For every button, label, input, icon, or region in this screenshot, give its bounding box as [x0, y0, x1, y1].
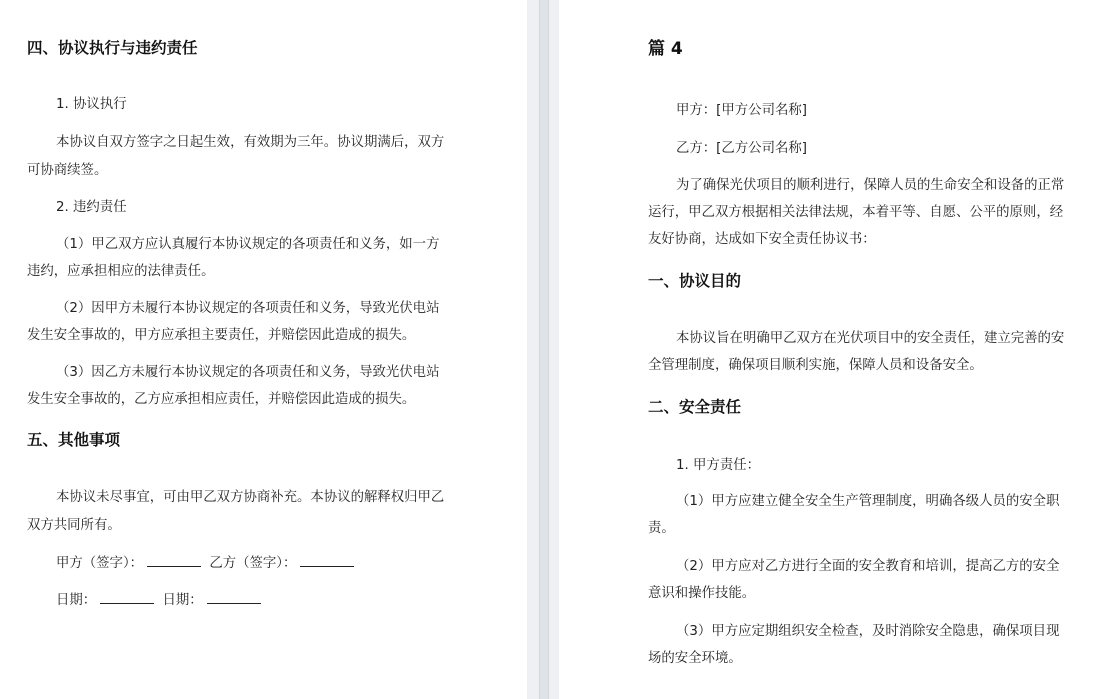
paragraph-line: 本协议未尽事宜，可由甲乙双方协商补充。本协议的解释权归甲乙	[56, 490, 445, 505]
party-a-signature-blank[interactable]	[147, 551, 201, 567]
paragraph-line: 意识和操作技能。	[648, 586, 756, 601]
paragraph-line: （3）因乙方未履行本协议规定的各项责任和义务，导致光伏电站	[56, 365, 440, 380]
document-page-left	[0, 0, 527, 699]
paragraph-line: 双方共同所有。	[27, 518, 121, 533]
party-a-signature-label: 甲方（签字）：	[56, 556, 144, 571]
paragraph-line: 全管理制度，确保项目顺利实施，保障人员和设备安全。	[648, 358, 983, 373]
page-divider	[527, 0, 559, 699]
item-title-party-a-responsibility: 1. 甲方责任：	[676, 458, 760, 473]
paragraph-line: 责。	[648, 521, 675, 536]
document-page-right	[559, 0, 1099, 699]
paragraph-line: 本协议自双方签字之日起生效，有效期为三年。协议期满后，双方	[56, 135, 445, 150]
paragraph-line: 违约，应承担相应的法律责任。	[27, 264, 215, 279]
part-title: 篇 4	[648, 39, 683, 59]
section-heading-2: 二、安全责任	[648, 398, 742, 416]
section-heading-1: 一、协议目的	[648, 272, 742, 290]
paragraph-line: （1）甲乙双方应认真履行本协议规定的各项责任和义务，如一方	[56, 237, 440, 252]
date-a-label: 日期：	[56, 593, 97, 608]
section-heading-5: 五、其他事项	[27, 431, 121, 449]
paragraph-line: 运行，甲乙双方根据相关法律法规，本着平等、自愿、公平的原则，经	[648, 205, 1064, 220]
section-heading-4: 四、协议执行与违约责任	[27, 39, 198, 57]
date-b-blank[interactable]	[207, 588, 261, 604]
signature-line	[56, 550, 358, 577]
paragraph-line: 发生安全事故的，甲方应承担主要责任，并赔偿因此造成的损失。	[27, 328, 416, 343]
paragraph-line: （2）因甲方未履行本协议规定的各项责任和义务，导致光伏电站	[56, 301, 440, 316]
party-b-signature-label: 乙方（签字）：	[209, 556, 297, 571]
date-line	[56, 587, 265, 614]
paragraph-line: （3）甲方应定期组织安全检查，及时消除安全隐患，确保项目现	[676, 624, 1060, 639]
paragraph-line: 友好协商，达成如下安全责任协议书：	[648, 232, 876, 247]
paragraph-line: 场的安全环境。	[648, 651, 742, 666]
paragraph-line: （1）甲方应建立健全安全生产管理制度，明确各级人员的安全职	[676, 494, 1060, 509]
paragraph-line: 为了确保光伏项目的顺利进行，保障人员的生命安全和设备的正常	[676, 178, 1065, 193]
party-a-line: 甲方：[甲方公司名称]	[676, 103, 807, 118]
item-title-execution: 1. 协议执行	[56, 97, 127, 112]
party-b-signature-blank[interactable]	[300, 551, 354, 567]
date-a-blank[interactable]	[100, 588, 154, 604]
paragraph-line: （2）甲方应对乙方进行全面的安全教育和培训，提高乙方的安全	[676, 559, 1060, 574]
party-b-line: 乙方：[乙方公司名称]	[676, 141, 807, 156]
item-title-breach: 2. 违约责任	[56, 200, 127, 215]
paragraph-line: 本协议旨在明确甲乙双方在光伏项目中的安全责任，建立完善的安	[676, 331, 1065, 346]
paragraph-line: 发生安全事故的，乙方应承担相应责任，并赔偿因此造成的损失。	[27, 392, 416, 407]
date-b-label: 日期：	[162, 593, 203, 608]
paragraph-line: 可协商续签。	[27, 163, 108, 178]
